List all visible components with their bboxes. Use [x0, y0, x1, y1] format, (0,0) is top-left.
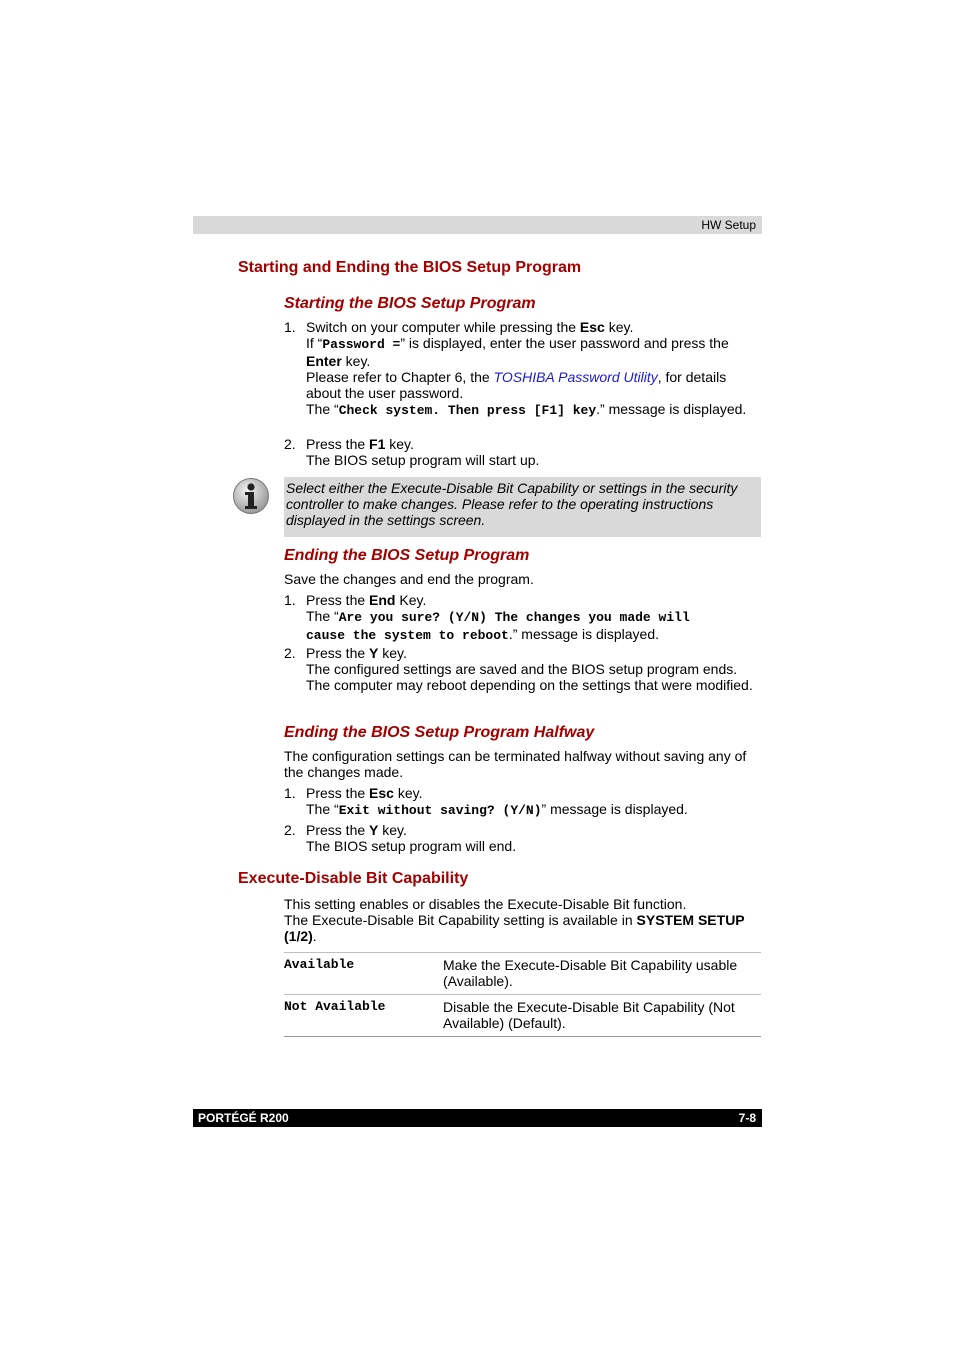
step-text: Please refer to Chapter 6, the TOSHIBA Password Utility, for details about the user password.: [306, 369, 727, 401]
step-1-halfway: [306, 785, 762, 819]
step-text: The BIOS setup program will start up.: [306, 452, 540, 468]
step-1-start: [306, 319, 762, 419]
step-2-halfway: [306, 822, 762, 854]
note-box: [284, 477, 761, 537]
table-row: [284, 995, 761, 1037]
paragraph: The Execute-Disable Bit Capability setting is available in SYSTEM SETUP (1/2).: [284, 912, 745, 944]
option-description: Make the Execute-Disable Bit Capability usable (Available).: [443, 953, 761, 995]
option-description: Disable the Execute-Disable Bit Capability (Not Available) (Default).: [443, 995, 761, 1037]
step-text: The computer may reboot depending on the settings that were modified.: [306, 677, 753, 693]
step-text: The BIOS setup program will end.: [306, 838, 517, 854]
section-heading-execute-disable: Execute-Disable Bit Capability: [238, 870, 469, 887]
step-number: 2.: [284, 645, 296, 661]
section-heading-bios-start-end: Starting and Ending the BIOS Setup Program: [238, 259, 582, 276]
subheading-ending-bios: Ending the BIOS Setup Program: [284, 547, 530, 564]
table-row: [284, 953, 761, 995]
options-table: [284, 952, 761, 1037]
step-text: Press the Y key.: [306, 645, 407, 661]
step-text: Press the End Key.: [306, 592, 427, 608]
step-text: The configured settings are saved and the BIOS setup program ends.: [306, 661, 738, 677]
info-icon: [232, 477, 270, 515]
running-header: [193, 216, 762, 234]
step-text: Switch on your computer while pressing the Esc key.: [306, 319, 634, 335]
paragraph: This setting enables or disables the Execute-Disable Bit function.: [284, 896, 687, 912]
step-number: 1.: [284, 319, 296, 335]
step-number: 2.: [284, 436, 296, 452]
step-text: The “Are you sure? (Y/N) The changes you made will: [306, 608, 690, 625]
step-text: The “Check system. Then press [F1] key.” message is displayed.: [306, 401, 747, 418]
step-2-start: [306, 436, 762, 468]
subheading-ending-halfway: Ending the BIOS Setup Program Halfway: [284, 724, 595, 741]
step-text: cause the system to reboot.” message is displayed.: [306, 626, 660, 643]
note-text: Select either the Execute-Disable Bit Capability or settings in the security controller to make changes. Please refer to the operating instructions displayed in the settings screen.: [286, 480, 738, 528]
execute-disable-description: [284, 896, 762, 944]
step-2-end: [306, 645, 762, 693]
halfway-intro: The configuration settings can be terminated halfway without saving any of the changes made.: [284, 748, 747, 780]
option-key: Not Available: [284, 995, 443, 1037]
ending-intro: Save the changes and end the program.: [284, 571, 534, 587]
option-key: Available: [284, 953, 443, 995]
step-number: 1.: [284, 592, 296, 608]
step-text: Press the Esc key.: [306, 785, 423, 801]
footer-page-number: 7-8: [738, 1111, 756, 1125]
step-text: The “Exit without saving? (Y/N)” message is displayed.: [306, 801, 688, 818]
step-number: 1.: [284, 785, 296, 801]
footer-model: PORTÉGÉ R200: [198, 1111, 289, 1125]
header-section-title: HW Setup: [701, 218, 756, 232]
step-1-end: [306, 592, 762, 644]
step-number: 2.: [284, 822, 296, 838]
step-text: If “Password =” is displayed, enter the user password and press the Enter key.: [306, 335, 729, 369]
subheading-starting-bios: Starting the BIOS Setup Program: [284, 295, 536, 312]
step-text: Press the F1 key.: [306, 436, 414, 452]
page-footer: [193, 1109, 762, 1127]
toshiba-password-utility-link[interactable]: TOSHIBA Password Utility: [493, 369, 658, 385]
step-text: Press the Y key.: [306, 822, 407, 838]
